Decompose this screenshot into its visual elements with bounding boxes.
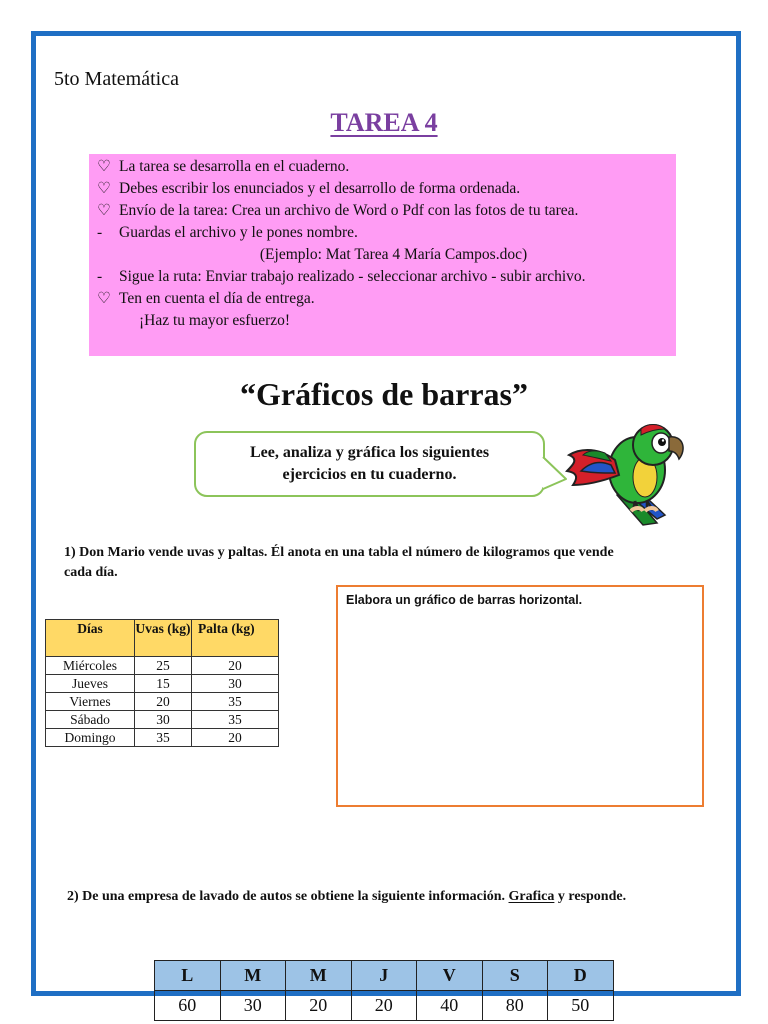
table-cell: Viernes xyxy=(46,693,135,711)
table-cell: 35 xyxy=(192,693,279,711)
parrot-illustration xyxy=(565,415,705,530)
value-cell: 60 xyxy=(155,991,221,1021)
table-cell: Miércoles xyxy=(46,657,135,675)
table-row xyxy=(46,693,279,711)
table-row xyxy=(155,991,614,1021)
instruction-closing: ¡Haz tu mayor esfuerzo! xyxy=(139,312,291,329)
day-header: D xyxy=(548,961,614,991)
section-heading: “Gráficos de barras” xyxy=(240,376,528,412)
instruction-item xyxy=(97,288,668,310)
value-cell: 80 xyxy=(482,991,548,1021)
table-cell: 30 xyxy=(192,675,279,693)
speech-bubble xyxy=(194,431,545,497)
value-cell: 20 xyxy=(286,991,352,1021)
dash-bullet: - xyxy=(97,224,103,241)
table-cell: 35 xyxy=(192,711,279,729)
instruction-text: Envío de la tarea: Crea un archivo de Word o Pdf con las fotos de tu tarea. xyxy=(119,202,579,219)
day-header: M xyxy=(286,961,352,991)
day-header: S xyxy=(482,961,548,991)
instruction-example: (Ejemplo: Mat Tarea 4 María Campos.doc) xyxy=(259,246,528,263)
instruction-item xyxy=(97,156,668,178)
question-2-text xyxy=(67,887,627,907)
answer-box xyxy=(336,585,704,807)
instruction-text: Guardas el archivo y le pones nombre. xyxy=(119,224,358,241)
table-cell: Domingo xyxy=(46,729,135,747)
question-1-text: 1) Don Mario vende uvas y paltas. Él anota en una tabla el número de kilogramos que vende cada día. xyxy=(64,545,614,580)
instructions-panel xyxy=(89,154,676,356)
sales-table xyxy=(45,619,279,747)
day-header: L xyxy=(155,961,221,991)
heart-bullet-icon: ♡ xyxy=(97,290,111,307)
heart-bullet-icon: ♡ xyxy=(97,180,111,197)
instruction-text: La tarea se desarrolla en el cuaderno. xyxy=(119,158,350,175)
table-cell: Sábado xyxy=(46,711,135,729)
table-row xyxy=(46,657,279,675)
value-cell: 20 xyxy=(351,991,417,1021)
day-header: V xyxy=(417,961,483,991)
day-header: J xyxy=(351,961,417,991)
page-title: TAREA 4 xyxy=(330,108,438,137)
instruction-item xyxy=(97,200,668,222)
instruction-text: Sigue la ruta: Enviar trabajo realizado - seleccionar archivo - subir archivo. xyxy=(119,268,586,285)
value-cell: 30 xyxy=(220,991,286,1021)
speech-bubble-text: Lee, analiza y gráfica los siguientes ejercicios en tu cuaderno. xyxy=(249,444,490,483)
table-header-cell: Días xyxy=(46,620,135,657)
table-cell: 20 xyxy=(192,729,279,747)
value-cell: 50 xyxy=(548,991,614,1021)
table-header-row xyxy=(155,961,614,991)
instruction-item xyxy=(97,266,668,288)
table-cell: 15 xyxy=(135,675,192,693)
subject-label: 5to Matemática xyxy=(54,68,179,90)
heart-bullet-icon: ♡ xyxy=(97,158,111,175)
table-header-row xyxy=(46,620,279,657)
answer-box-label: Elabora un gráfico de barras horizontal. xyxy=(346,593,583,607)
table-header-cell: Palta (kg) xyxy=(192,620,279,657)
instruction-text: Debes escribir los enunciados y el desarrollo de forma ordenada. xyxy=(119,180,521,197)
table-cell: 25 xyxy=(135,657,192,675)
question-2-underlined: Grafica xyxy=(508,889,555,904)
instruction-item xyxy=(97,178,668,200)
table-row xyxy=(46,729,279,747)
table-cell: Jueves xyxy=(46,675,135,693)
value-cell: 40 xyxy=(417,991,483,1021)
table-cell: 20 xyxy=(192,657,279,675)
instruction-item xyxy=(97,222,668,244)
day-header: M xyxy=(220,961,286,991)
instruction-text: Ten en cuenta el día de entrega. xyxy=(119,290,315,307)
table-cell: 20 xyxy=(135,693,192,711)
question-2-text-start: 2) De una empresa de lavado de autos se obtiene la siguiente información. xyxy=(67,889,509,904)
car-wash-table xyxy=(154,960,614,1021)
question-2-text-end: y responde. xyxy=(554,889,627,904)
table-cell: 35 xyxy=(135,729,192,747)
table-header-cell: Uvas (kg) xyxy=(135,620,192,657)
dash-bullet: - xyxy=(97,268,103,285)
table-cell: 30 xyxy=(135,711,192,729)
table-row xyxy=(46,711,279,729)
heart-bullet-icon: ♡ xyxy=(97,202,111,219)
table-row xyxy=(46,675,279,693)
